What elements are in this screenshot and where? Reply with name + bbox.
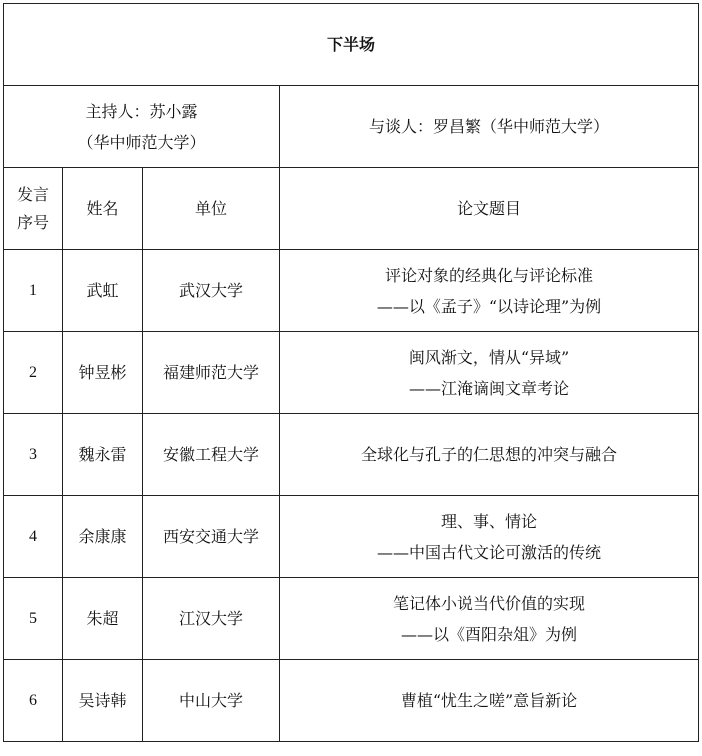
seq-cell: 4	[4, 496, 63, 578]
header-name: 姓名	[63, 168, 143, 250]
seq-cell: 2	[4, 332, 63, 414]
topic-line2: ——以《孟子》“以诗论理”为例	[376, 296, 602, 316]
topic-line2: ——江淹谪闽文章考论	[409, 378, 570, 398]
table-row	[4, 578, 699, 660]
session-title: 下半场	[327, 35, 376, 54]
topic-line2: ——以《酉阳杂俎》为例	[401, 624, 578, 644]
discussant-cell	[280, 86, 699, 168]
header-seq-line1: 发言	[16, 184, 49, 204]
session-title-cell	[4, 4, 699, 86]
host-label: 主持人：苏小露	[85, 101, 198, 121]
discussant-label: 与谈人：罗昌繁（华中师范大学）	[369, 117, 610, 136]
seq-cell: 5	[4, 578, 63, 660]
seq-cell: 1	[4, 250, 63, 332]
table-row	[4, 332, 699, 414]
name-cell: 余康康	[63, 496, 143, 578]
table-header-row	[4, 168, 699, 250]
host-affiliation: （华中师范大学）	[77, 132, 206, 152]
topic-cell	[280, 496, 699, 578]
table-row	[4, 250, 699, 332]
host-cell	[4, 86, 280, 168]
header-seq-line2: 序号	[16, 212, 49, 232]
topic-cell	[280, 332, 699, 414]
name-cell: 武虹	[63, 250, 143, 332]
topic-cell	[280, 414, 699, 496]
unit-cell: 中山大学	[143, 660, 280, 742]
unit-cell: 武汉大学	[143, 250, 280, 332]
header-unit: 单位	[143, 168, 280, 250]
table-row	[4, 496, 699, 578]
session-title-row	[4, 4, 699, 86]
name-cell: 吴诗韩	[63, 660, 143, 742]
seq-cell: 3	[4, 414, 63, 496]
unit-cell: 安徽工程大学	[143, 414, 280, 496]
name-cell: 朱超	[63, 578, 143, 660]
name-cell: 魏永雷	[63, 414, 143, 496]
session-schedule-table	[3, 3, 699, 742]
header-topic: 论文题目	[280, 168, 699, 250]
unit-cell: 福建师范大学	[143, 332, 280, 414]
header-seq	[4, 168, 63, 250]
topic-line1: 笔记体小说当代价值的实现	[393, 593, 586, 613]
unit-cell: 西安交通大学	[143, 496, 280, 578]
topic-line1: 曹植“忧生之嗟”意旨新论	[400, 691, 578, 710]
table-row	[4, 660, 699, 742]
name-cell: 钟昱彬	[63, 332, 143, 414]
topic-cell	[280, 250, 699, 332]
topic-line1: 评论对象的经典化与评论标准	[385, 265, 594, 285]
hosts-row	[4, 86, 699, 168]
table-row	[4, 414, 699, 496]
topic-cell	[280, 578, 699, 660]
topic-cell	[280, 660, 699, 742]
seq-cell: 6	[4, 660, 63, 742]
unit-cell: 江汉大学	[143, 578, 280, 660]
topic-line2: ——中国古代文论可激活的传统	[377, 542, 602, 562]
topic-line1: 闽风渐文，情从“异域”	[408, 347, 570, 367]
topic-line1: 全球化与孔子的仁思想的冲突与融合	[361, 445, 618, 464]
topic-line1: 理、事、情论	[441, 511, 538, 531]
